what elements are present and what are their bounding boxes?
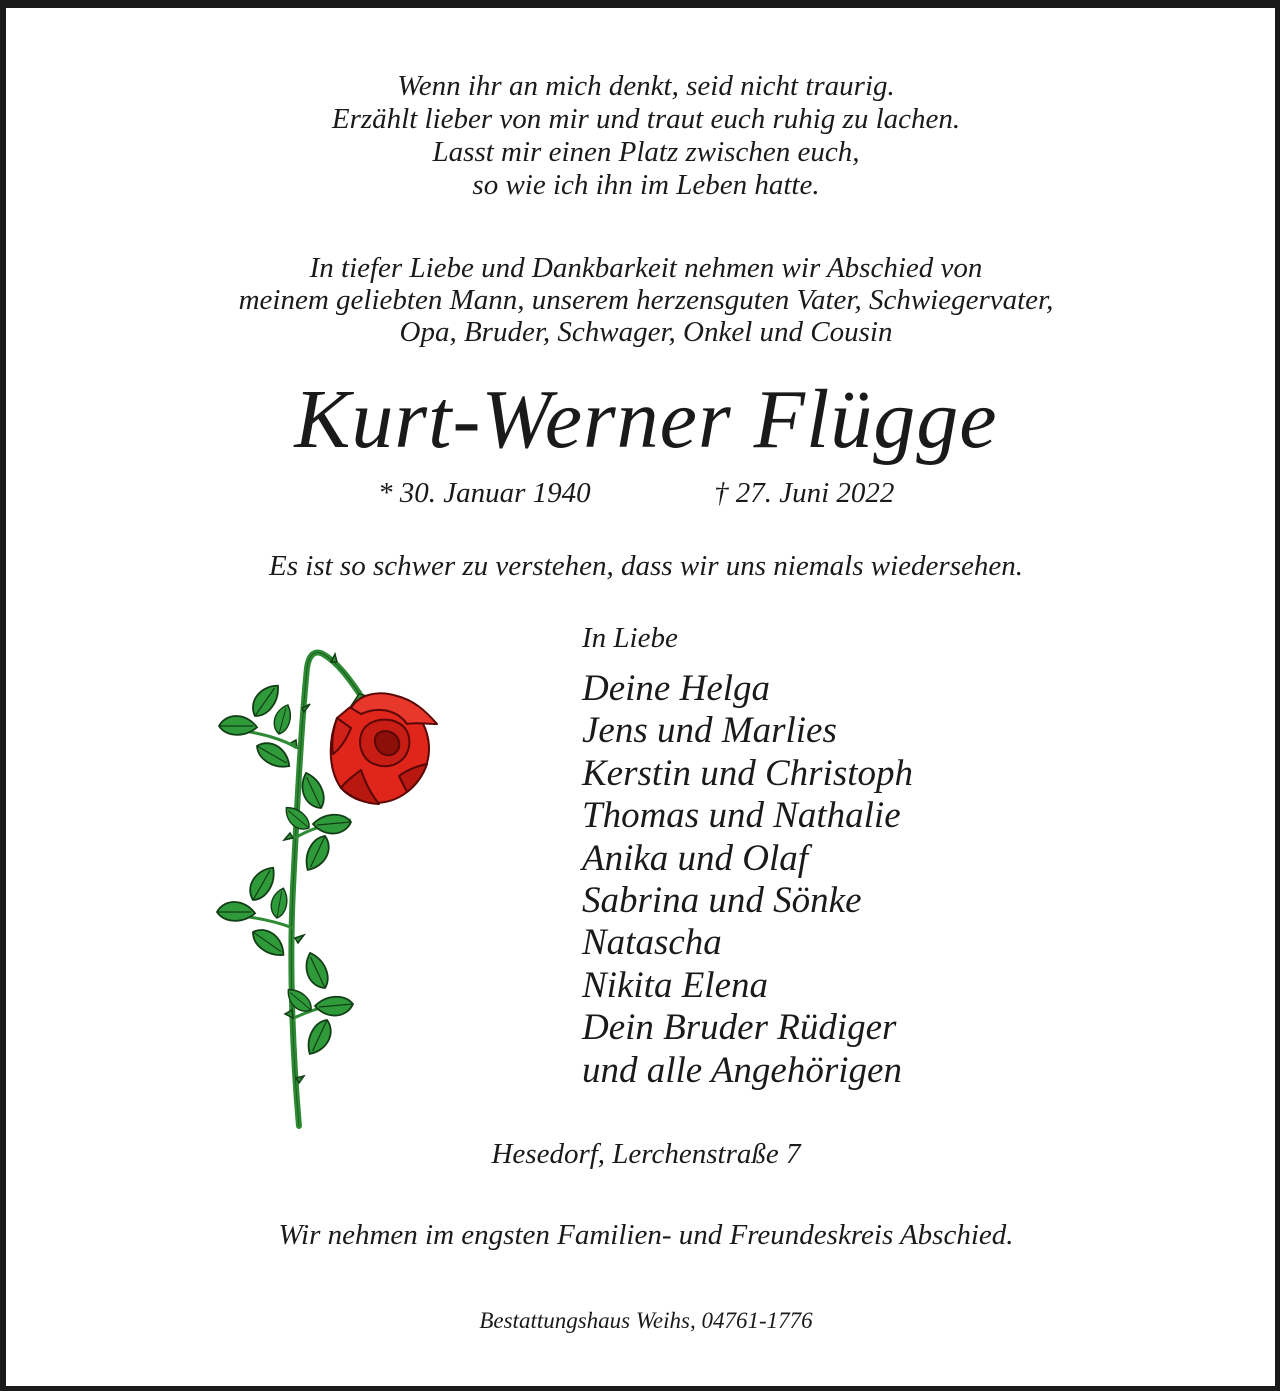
birth-date: * 30. Januar 1940 bbox=[378, 477, 591, 509]
list-item: und alle Angehörigen bbox=[582, 1049, 902, 1091]
list-item: Natascha bbox=[582, 922, 722, 964]
death-date: † 27. Juni 2022 bbox=[714, 477, 895, 509]
list-item: Anika und Olaf bbox=[582, 837, 809, 879]
list-item: Jens und Marlies bbox=[582, 710, 837, 752]
farewell-intro bbox=[6, 252, 1280, 348]
poem-line: so wie ich ihn im Leben hatte. bbox=[472, 169, 820, 201]
poem-line: Wenn ihr an mich denkt, seid nicht traurig. bbox=[397, 70, 895, 102]
list-item: Sabrina und Sönke bbox=[582, 880, 862, 922]
list-item: Deine Helga bbox=[582, 668, 771, 709]
list-item: Kerstin und Christoph bbox=[582, 752, 913, 794]
intro-line: In tiefer Liebe und Dankbarkeit nehmen wir Abschied von bbox=[309, 252, 983, 284]
rose-bloom bbox=[331, 693, 437, 804]
deceased-name: Kurt-Werner Flügge bbox=[294, 373, 998, 466]
mourners-list bbox=[582, 668, 913, 1092]
list-item: Thomas und Nathalie bbox=[582, 795, 901, 837]
poem-line: Erzählt lieber von mir und traut euch ruhig zu lachen. bbox=[331, 103, 961, 135]
poem-verse bbox=[6, 70, 1280, 202]
intro-line: meinem geliebten Mann, unserem herzensguten Vater, Schwiegervater, bbox=[238, 284, 1054, 316]
rose-illustration bbox=[201, 638, 451, 1133]
list-item: Nikita Elena bbox=[582, 964, 768, 1006]
list-item: Dein Bruder Rüdiger bbox=[582, 1007, 897, 1049]
signers-heading: In Liebe bbox=[582, 622, 678, 654]
poem-line: Lasst mir einen Platz zwischen euch, bbox=[432, 136, 860, 168]
intro-line: Opa, Bruder, Schwager, Onkel und Cousin bbox=[399, 316, 893, 348]
motto-line: Es ist so schwer zu verstehen, dass wir uns niemals wiedersehen. bbox=[269, 550, 1023, 582]
closing-note: Wir nehmen im engsten Familien- und Freundeskreis Abschied. bbox=[278, 1219, 1014, 1251]
family-address: Hesedorf, Lerchenstraße 7 bbox=[491, 1138, 801, 1170]
undertaker-contact: Bestattungshaus Weihs, 04761-1776 bbox=[479, 1308, 813, 1333]
